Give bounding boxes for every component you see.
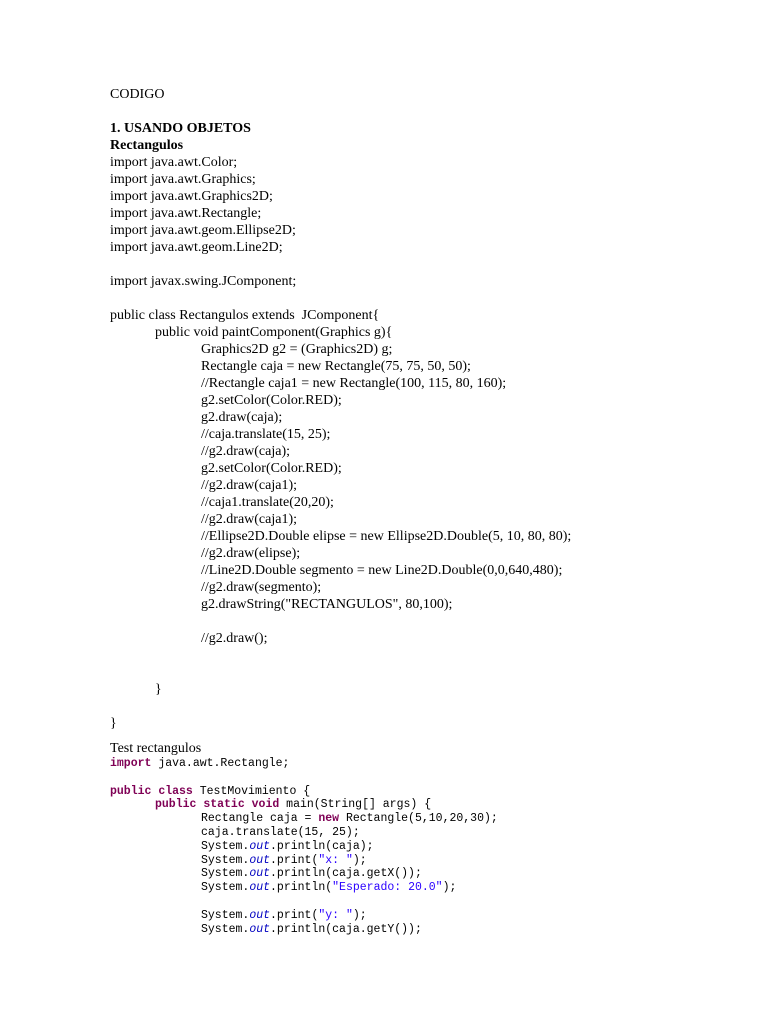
code-line: //Line2D.Double segmento = new Line2D.Double(0,0,640,480); [201,563,563,578]
code-text: .println(caja.getX()); [270,867,422,881]
static-field: out [249,853,271,867]
code-line: } [155,682,162,697]
code-line [110,771,750,785]
rectangulos-code-block [110,154,750,732]
code-line [110,785,750,799]
code-text: ); [442,881,457,895]
section-subheading: Rectangulos [110,138,184,153]
code-text: TestMovimiento { [192,784,311,798]
code-text: .println(caja); [270,839,374,853]
code-text: System. [201,839,250,853]
code-text: ); [352,908,367,922]
static-field: out [249,867,271,881]
code-line [110,757,750,771]
code-line [110,867,750,881]
code-line: import java.awt.Color; [110,155,238,170]
code-line [110,909,750,923]
code-line: //Rectangle caja1 = new Rectangle(100, 115, 80, 160); [201,376,507,391]
code-text: ); [352,853,367,867]
test-section-title: Test rectangulos [110,741,202,756]
code-line [110,613,750,630]
code-text: Rectangle(5,10,20,30); [339,812,498,826]
static-field: out [249,881,271,895]
keyword: void [251,798,280,812]
code-line: public class Rectangulos extends JComponent{ [110,308,380,323]
static-field: out [249,922,271,936]
code-text: System. [201,867,250,881]
code-line: import java.awt.geom.Ellipse2D; [110,223,296,238]
code-line [110,698,750,715]
code-line [110,647,750,664]
code-line [110,840,750,854]
code-line: g2.draw(caja); [201,410,283,425]
keyword: new [318,812,340,826]
code-text: .println( [270,881,333,895]
code-line: //g2.draw(caja1); [201,478,298,493]
code-text: .println(caja.getY()); [270,922,422,936]
static-field: out [249,908,271,922]
code-line: //g2.draw(elipse); [201,546,301,561]
code-line: import java.awt.Graphics2D; [110,189,273,204]
code-line [110,895,750,909]
code-text: System. [201,853,250,867]
code-line [110,664,750,681]
code-line [110,812,750,826]
code-line: public void paintComponent(Graphics g){ [155,325,393,340]
string-literal: "y: " [318,908,353,922]
string-literal: "x: " [318,853,353,867]
code-line [110,256,750,273]
code-text: Rectangle caja = [201,812,319,826]
code-text: caja.translate(15, 25); [201,825,360,839]
code-line [110,881,750,895]
keyword: class [158,784,193,798]
code-line: Rectangle caja = new Rectangle(75, 75, 50, 50); [201,359,471,374]
code-line: import javax.swing.JComponent; [110,274,297,289]
code-text: System. [201,881,250,895]
code-line: //g2.draw(caja); [201,444,291,459]
static-field: out [249,839,271,853]
keyword: static [203,798,245,812]
test-code-block [110,757,750,936]
code-line [110,854,750,868]
code-line: import java.awt.Graphics; [110,172,256,187]
keyword: import [110,757,152,770]
code-text: System. [201,908,250,922]
code-line: g2.drawString("RECTANGULOS", 80,100); [201,597,453,612]
code-line [110,923,750,937]
code-text: .print( [270,853,319,867]
section-heading: 1. USANDO OBJETOS [110,121,251,136]
code-line [110,798,750,812]
code-line: import java.awt.Rectangle; [110,206,262,221]
code-text: .print( [270,908,319,922]
code-line [110,826,750,840]
code-line: } [110,716,117,731]
code-text: main(String[] args) { [279,798,432,812]
code-text: java.awt.Rectangle; [151,757,290,770]
keyword: public [155,798,197,812]
code-line: g2.setColor(Color.RED); [201,461,342,476]
keyword: public [110,784,152,798]
code-line: g2.setColor(Color.RED); [201,393,342,408]
code-line: Graphics2D g2 = (Graphics2D) g; [201,342,393,357]
document-title: CODIGO [110,87,165,102]
code-line: //caja1.translate(20,20); [201,495,334,510]
code-line: //caja.translate(15, 25); [201,427,331,442]
code-line: import java.awt.geom.Line2D; [110,240,283,255]
code-line: //g2.draw(); [201,631,268,646]
code-line: //g2.draw(segmento); [201,580,322,595]
code-text: System. [201,922,250,936]
code-line: //g2.draw(caja1); [201,512,298,527]
code-line: //Ellipse2D.Double elipse = new Ellipse2D.Double(5, 10, 80, 80); [201,529,572,544]
string-literal: "Esperado: 20.0" [332,881,443,895]
code-line [110,290,750,307]
